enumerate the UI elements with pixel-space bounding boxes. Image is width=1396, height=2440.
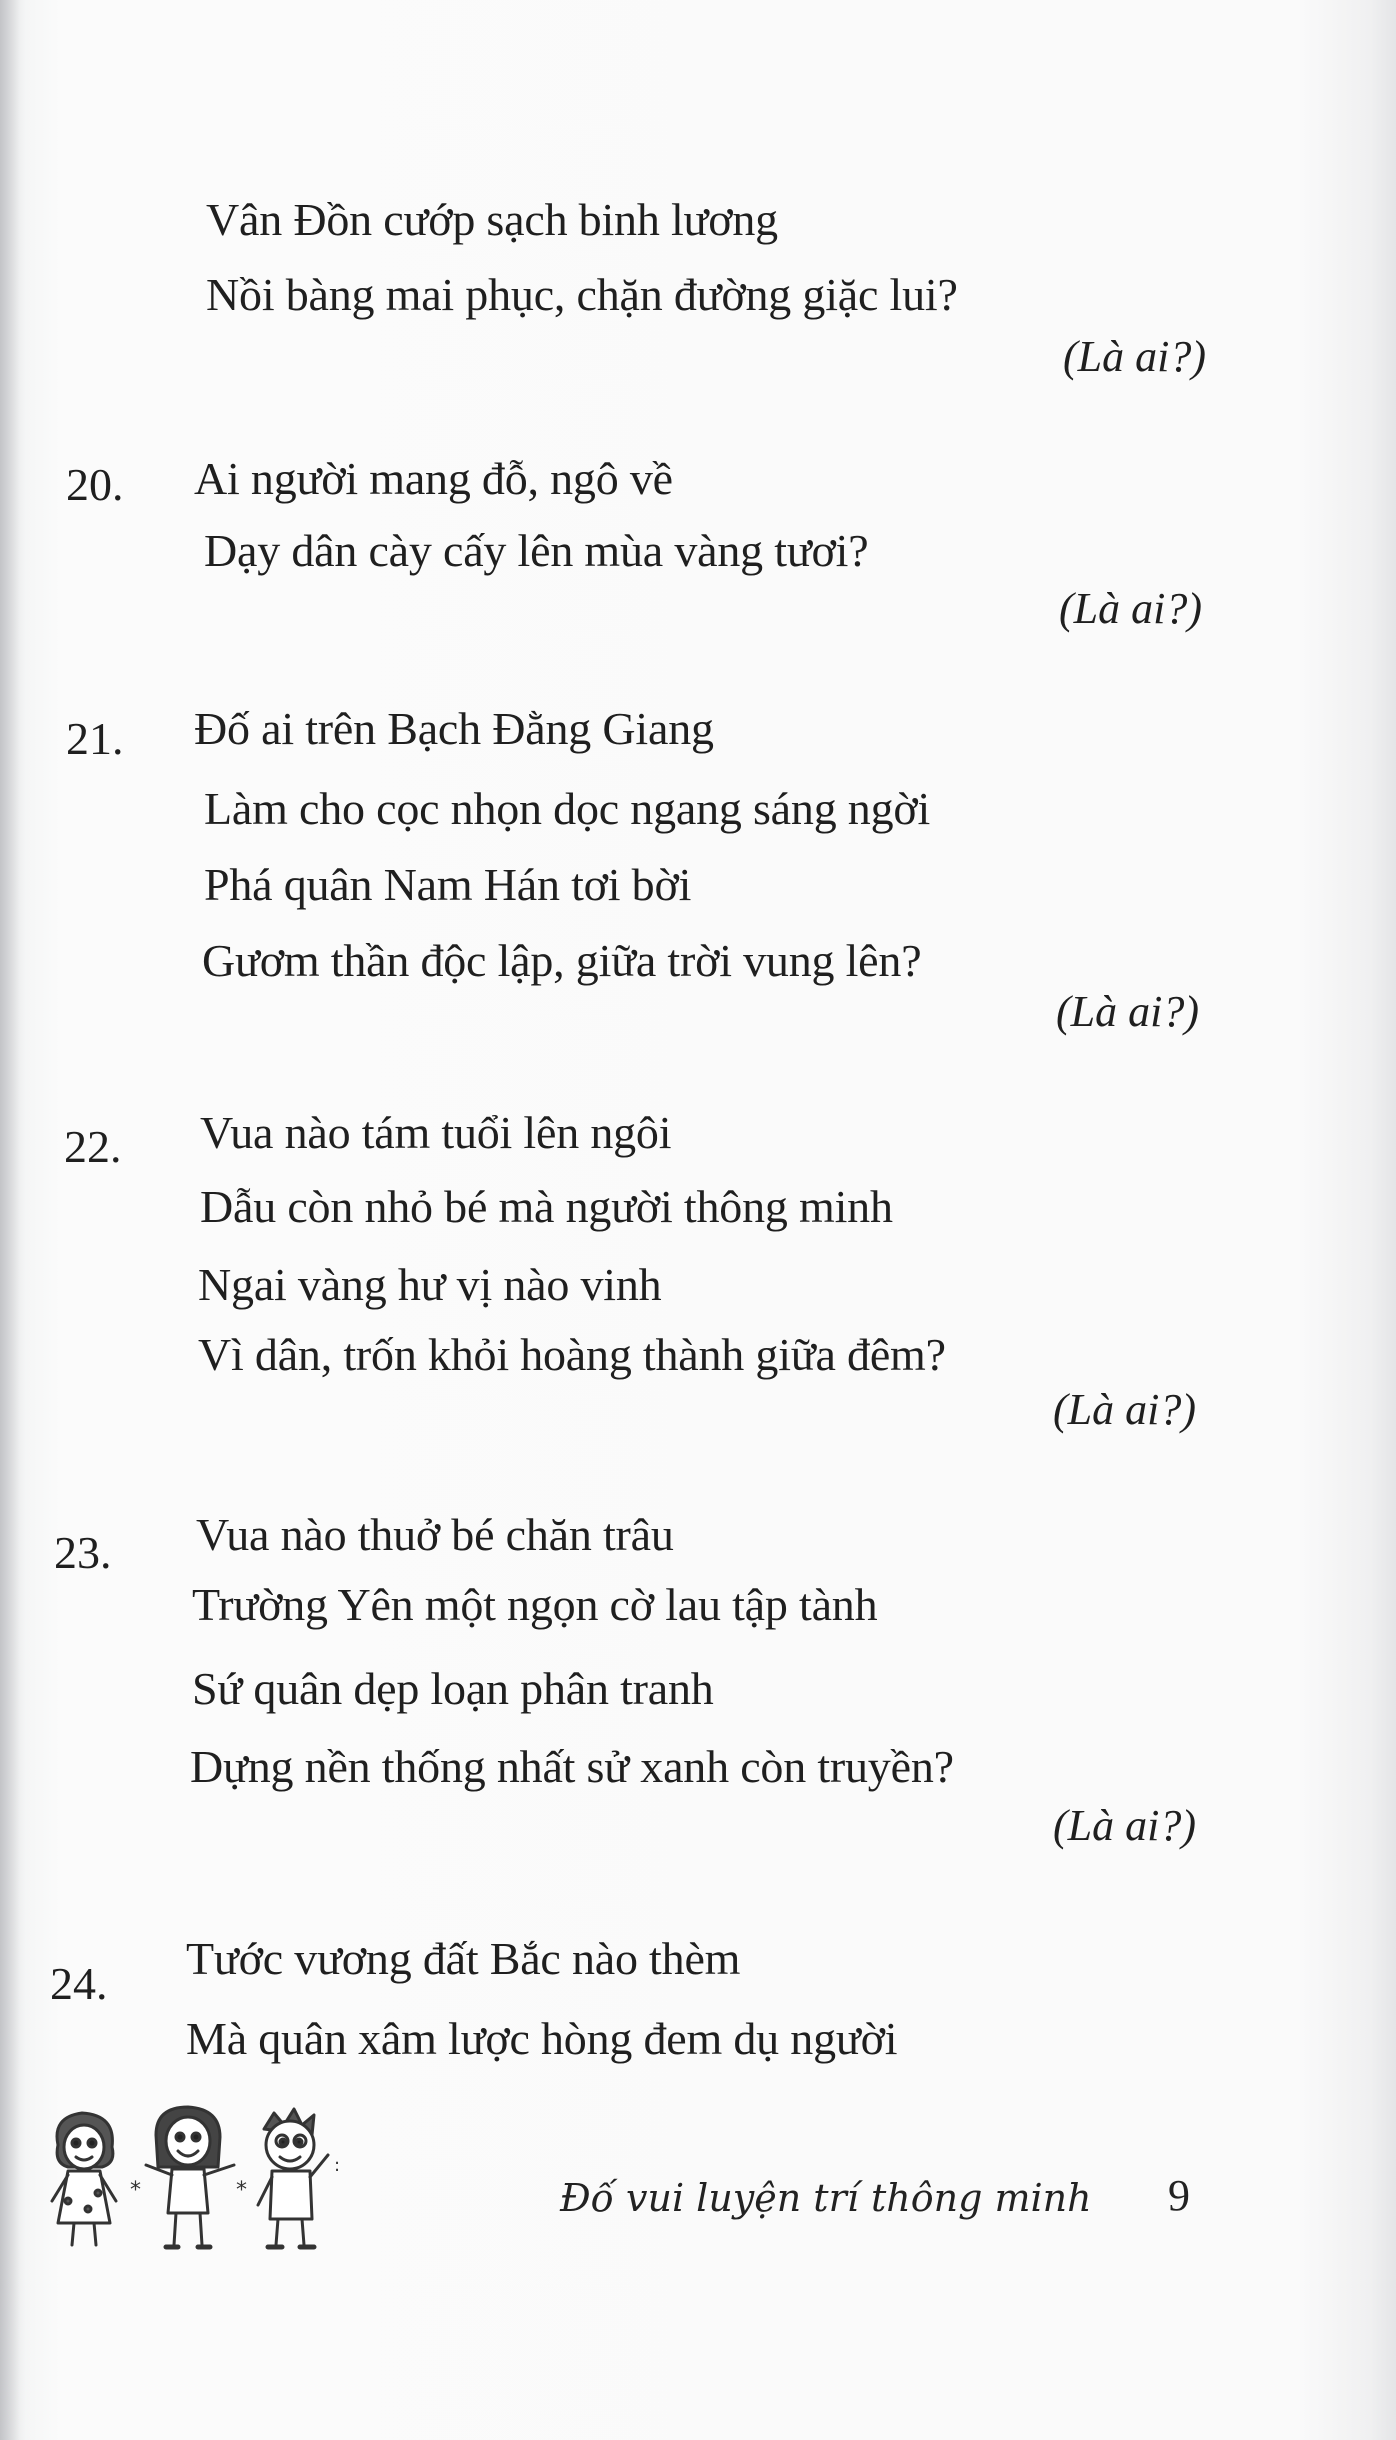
cartoon-children-illustration [38,2105,458,2265]
verse-line: Làm cho cọc nhọn dọc ngang sáng ngời [204,783,931,834]
verse-line: Đố ai trên Bạch Đằng Giang [194,703,714,754]
verse-line: Vân Đồn cướp sạch binh lương [206,194,778,245]
verse-number: 22. [64,1121,122,1172]
boy-figure-icon [258,2109,328,2247]
verse-number: 20. [66,459,124,510]
verse-line: Vì dân, trốn khỏi hoàng thành giữa đêm? [198,1329,946,1380]
verse-line: Ngai vàng hư vị nào vinh [198,1259,662,1310]
girl-figure-icon [52,2113,116,2245]
verse-line: Nồi bàng mai phục, chặn đường giặc lui? [206,269,958,320]
verse-line: Dựng nền thống nhất sử xanh còn truyền? [190,1741,954,1792]
verse-answer: (Là ai?) [1053,1385,1196,1434]
verse-line: Vua nào thuở bé chăn trâu [196,1509,674,1560]
verse-line: Dẫu còn nhỏ bé mà người thông minh [200,1181,893,1232]
verse-line: Tước vương đất Bắc nào thèm [186,1933,741,1984]
svg-text::: : [334,2155,341,2176]
svg-text:*: * [236,2178,247,2203]
verse-line: Dạy dân cày cấy lên mùa vàng tươi? [204,525,869,576]
verse-line: Mà quân xâm lược hòng đem dụ người [186,2013,898,2064]
girl-figure-icon [146,2107,234,2247]
book-title: Đố vui luyện trí thông minh [560,2176,1092,2220]
verse-line: Ai người mang đỗ, ngô về [194,453,673,504]
svg-text:*: * [130,2178,141,2203]
verse-number: 23. [54,1527,112,1578]
verse-line: Gươm thần độc lập, giữa trời vung lên? [202,935,922,986]
verse-number: 21. [66,713,124,764]
verse-line: Phá quân Nam Hán tơi bời [204,859,692,910]
verse-line: Vua nào tám tuổi lên ngôi [200,1107,672,1158]
verse-number: 24. [50,1958,108,2009]
verse-answer: (Là ai?) [1059,584,1202,633]
verse-line: Trường Yên một ngọn cờ lau tập tành [192,1579,878,1630]
page-number: 9 [1168,2171,1190,2220]
verse-line: Sứ quân dẹp loạn phân tranh [192,1663,714,1714]
verse-answer: (Là ai?) [1063,332,1206,381]
verse-answer: (Là ai?) [1056,987,1199,1036]
verse-answer: (Là ai?) [1053,1801,1196,1850]
